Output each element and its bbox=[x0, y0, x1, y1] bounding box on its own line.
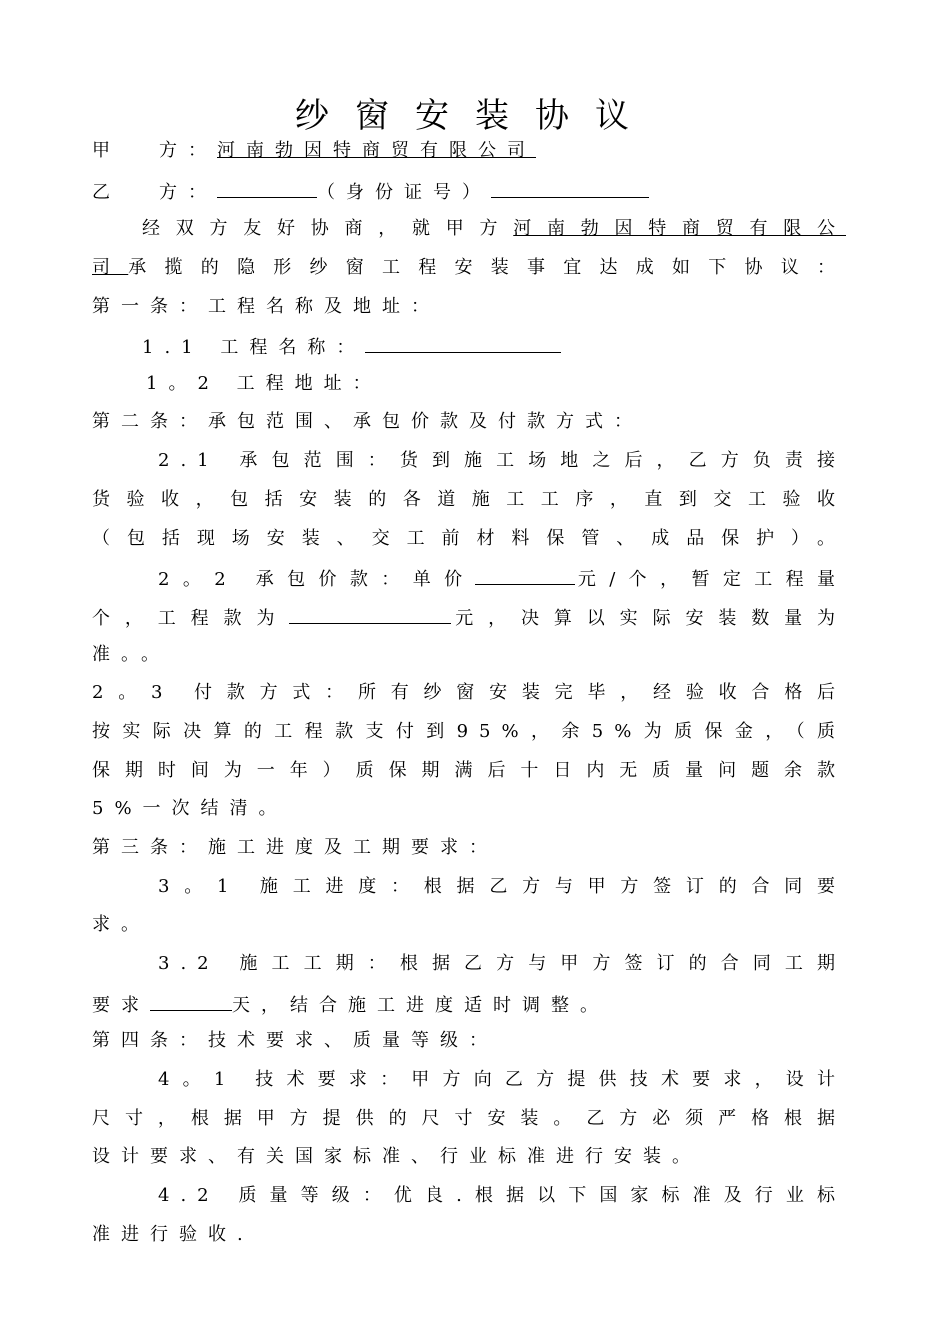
document-title: 纱窗安装协议 bbox=[295, 96, 655, 136]
party-b-name-blank bbox=[217, 179, 317, 198]
article-2-3-line-2: 按实际决算的工程款支付到95%，余5%为质保金，（质 bbox=[92, 721, 846, 742]
article-3-1-line-1: 3。1 施工进度：根据乙方与甲方签订的合同要 bbox=[158, 876, 846, 897]
party-a-label: 甲 bbox=[92, 140, 121, 161]
article-1-item-2: 1。2 工程地址： bbox=[146, 373, 382, 394]
article-3-2-line-1: 3.2 施工工期：根据乙方与甲方签订的合同工期 bbox=[158, 953, 846, 974]
article-4-1-line-3: 设计要求、有关国家标准、行业标准进行安装。 bbox=[92, 1146, 701, 1167]
intro-line-1: 经双方友好协商，就甲方河南勃因特商贸有限公 bbox=[142, 218, 846, 239]
party-a-name: 河南勃因特商贸有限公司 bbox=[217, 140, 536, 161]
id-number-blank bbox=[491, 179, 649, 198]
project-amount-blank bbox=[289, 605, 451, 624]
id-number-label: （身份证号） bbox=[317, 182, 491, 203]
article-2-3-line-1: 2。3 付款方式：所有纱窗安装完毕，经验收合格后 bbox=[92, 682, 846, 703]
article-2-2-line-2: 个，工程款为 元，决算以实际安装数量为 bbox=[92, 605, 846, 630]
article-2-3-line-3: 保期时间为一年）质保期满后十日内无质量问题余款 bbox=[92, 760, 846, 781]
party-b-line: 乙 方： （身份证号） bbox=[92, 179, 846, 204]
article-1-item-1: 1.1 工程名称： bbox=[142, 334, 846, 359]
article-3-1-line-2: 求。 bbox=[92, 914, 150, 935]
article-4-heading: 第四条：技术要求、质量等级： bbox=[92, 1030, 498, 1051]
article-2-2-line-3: 准。。 bbox=[92, 644, 170, 665]
article-3-2-line-2: 要求 天，结合施工进度适时调整。 bbox=[92, 992, 846, 1017]
article-3-heading: 第三条：施工进度及工期要求： bbox=[92, 837, 498, 858]
article-4-1-line-2: 尺寸，根据甲方提供的尺寸安装。乙方必须严格根据 bbox=[92, 1108, 846, 1129]
unit-price-blank bbox=[475, 566, 575, 585]
intro-line-2: 司承揽的隐形纱窗工程安装事宜达成如下协议： bbox=[92, 257, 846, 278]
article-4-1-line-1: 4。1 技术要求：甲方向乙方提供技术要求，设计 bbox=[158, 1069, 846, 1090]
duration-blank bbox=[150, 992, 232, 1011]
article-4-2-line-1: 4.2 质量等级：优良.根据以下国家标准及行业标 bbox=[158, 1185, 846, 1206]
party-b-label: 乙 bbox=[92, 182, 121, 203]
project-name-blank bbox=[365, 334, 561, 353]
party-a-line: 甲 方：河南勃因特商贸有限公司 bbox=[92, 140, 536, 161]
article-2-3-line-4: 5%一次结清。 bbox=[92, 798, 288, 819]
article-2-1-line-3: （包括现场安装、交工前材料保管、成品保护）。 bbox=[92, 528, 846, 549]
article-2-1-line-2: 货验收，包括安装的各道施工工序，直到交工验收 bbox=[92, 489, 846, 510]
article-2-2-line-1: 2。2 承包价款：单价 元/个，暂定工程量 bbox=[158, 566, 846, 591]
article-2-1-line-1: 2.1 承包范围：货到施工场地之后，乙方负责接 bbox=[158, 450, 846, 471]
article-4-2-line-2: 准进行验收. bbox=[92, 1224, 254, 1245]
article-1-heading: 第一条：工程名称及地址： bbox=[92, 296, 440, 317]
article-2-heading: 第二条：承包范围、承包价款及付款方式： bbox=[92, 411, 643, 432]
